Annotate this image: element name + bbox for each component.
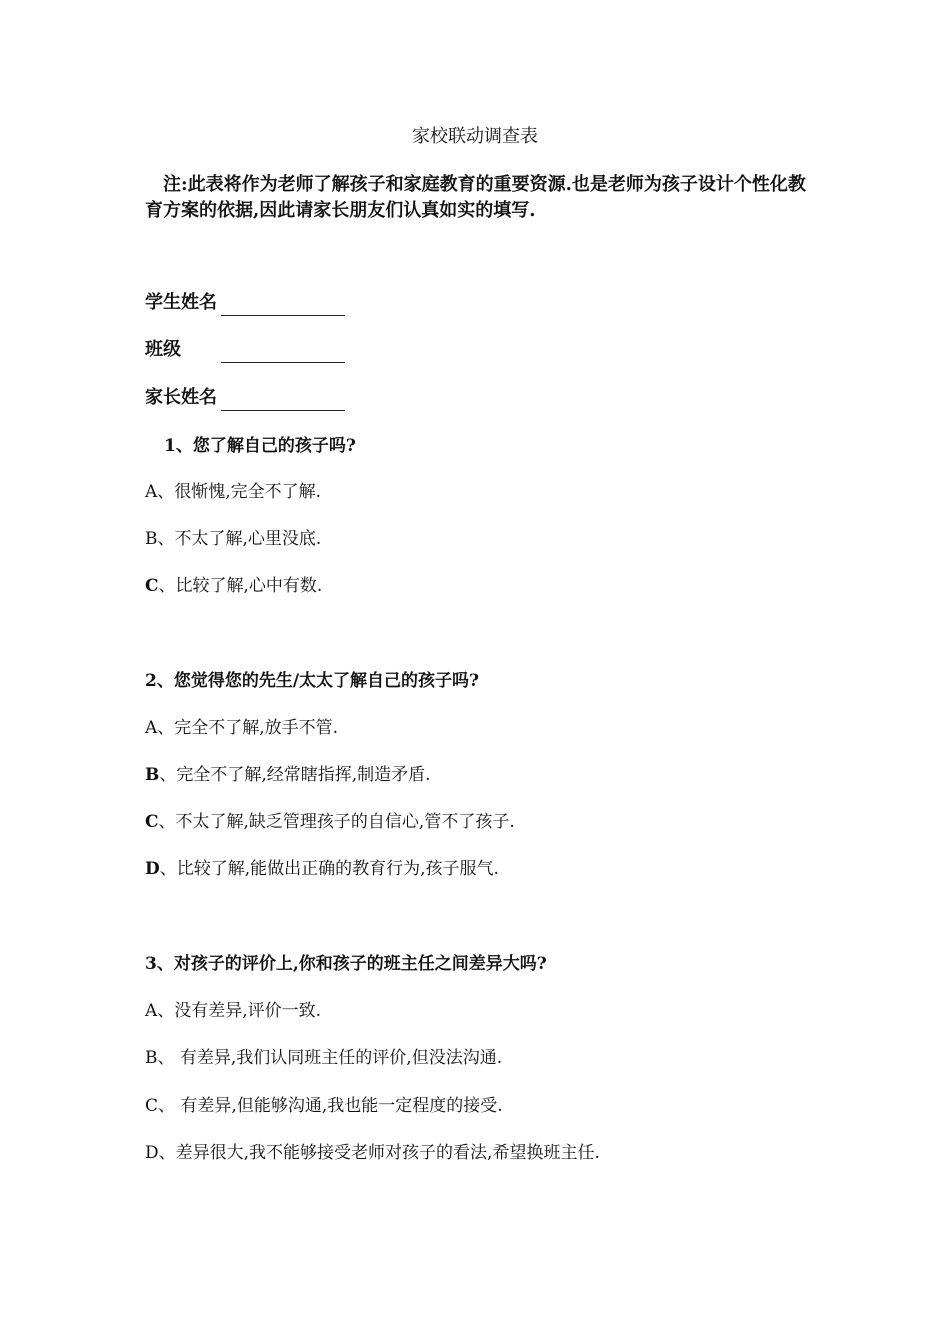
class-blank[interactable] xyxy=(221,342,345,363)
q1-option-b[interactable] xyxy=(145,526,321,552)
option-letter: C xyxy=(145,812,159,832)
option-text: 有差异,我们认同班主任的评价,但没法沟通. xyxy=(174,1048,503,1068)
q3-option-a[interactable] xyxy=(145,998,321,1024)
option-text: 很惭愧,完全不了解. xyxy=(174,482,322,502)
option-sep: 、 xyxy=(157,1001,175,1021)
parent-name-label: 家长姓名 xyxy=(145,387,217,408)
q2-option-d[interactable] xyxy=(145,856,499,882)
q2-option-a[interactable] xyxy=(145,715,338,741)
q2-option-c[interactable] xyxy=(145,809,515,835)
option-letter: D xyxy=(145,1143,159,1163)
question-1: 1、您了解自己的孩子吗? xyxy=(164,436,356,456)
option-letter: A xyxy=(145,1001,158,1021)
intro-note: 注:此表将作为老师了解孩子和家庭教育的重要资源.也是老师为孩子设计个性化教育方案的依据,因此请家长朋友们认真如实的填写. xyxy=(145,174,806,221)
option-letter: A xyxy=(145,482,158,502)
option-letter: B xyxy=(145,529,158,549)
class-field xyxy=(145,337,345,363)
option-letter: D xyxy=(145,859,160,879)
option-text: 完全不了解,经常瞎指挥,制造矛盾. xyxy=(176,765,431,785)
option-sep: 、 xyxy=(157,482,175,502)
q2-option-b[interactable] xyxy=(145,762,431,788)
option-sep: 、 xyxy=(158,812,176,832)
option-text: 完全不了解,放手不管. xyxy=(174,718,339,738)
option-letter: C xyxy=(145,576,159,596)
option-sep: 、 xyxy=(158,1143,176,1163)
question-2: 2、您觉得您的先生/太太了解自己的孩子吗? xyxy=(145,671,479,691)
option-sep: 、 xyxy=(159,765,177,785)
student-name-field xyxy=(145,290,345,316)
q3-option-d[interactable] xyxy=(145,1140,600,1166)
option-sep: 、 xyxy=(157,529,175,549)
option-text: 没有差异,评价一致. xyxy=(174,1001,322,1021)
document-title: 家校联动调查表 xyxy=(412,126,538,147)
student-name-blank[interactable] xyxy=(221,295,345,316)
question-3: 3、对孩子的评价上,你和孩子的班主任之间差异大吗? xyxy=(145,954,547,974)
option-text: 不太了解,缺乏管理孩子的自信心,管不了孩子. xyxy=(175,812,515,832)
option-letter: B xyxy=(145,1048,158,1068)
option-letter: C xyxy=(145,1096,159,1116)
q1-option-a[interactable] xyxy=(145,479,321,505)
option-text: 不太了解,心里没底. xyxy=(174,529,322,549)
q1-option-c[interactable] xyxy=(145,573,322,599)
option-text: 有差异,但能够沟通,我也能一定程度的接受. xyxy=(175,1096,503,1116)
option-text: 差异很大,我不能够接受老师对孩子的看法,希望换班主任. xyxy=(175,1143,600,1163)
q3-option-b[interactable] xyxy=(145,1045,502,1071)
option-letter: A xyxy=(145,718,158,738)
option-letter: B xyxy=(145,765,160,785)
option-sep: 、 xyxy=(158,1096,176,1116)
class-label: 班级 xyxy=(145,339,181,360)
option-sep: 、 xyxy=(159,859,177,879)
option-sep: 、 xyxy=(157,1048,175,1068)
option-text: 比较了解,心中有数. xyxy=(175,576,323,596)
parent-name-blank[interactable] xyxy=(221,390,345,411)
option-text: 比较了解,能做出正确的教育行为,孩子服气. xyxy=(176,859,499,879)
student-name-label: 学生姓名 xyxy=(145,292,217,313)
q3-option-c[interactable] xyxy=(145,1093,503,1119)
option-sep: 、 xyxy=(158,576,176,596)
parent-name-field xyxy=(145,385,345,411)
option-sep: 、 xyxy=(157,718,175,738)
